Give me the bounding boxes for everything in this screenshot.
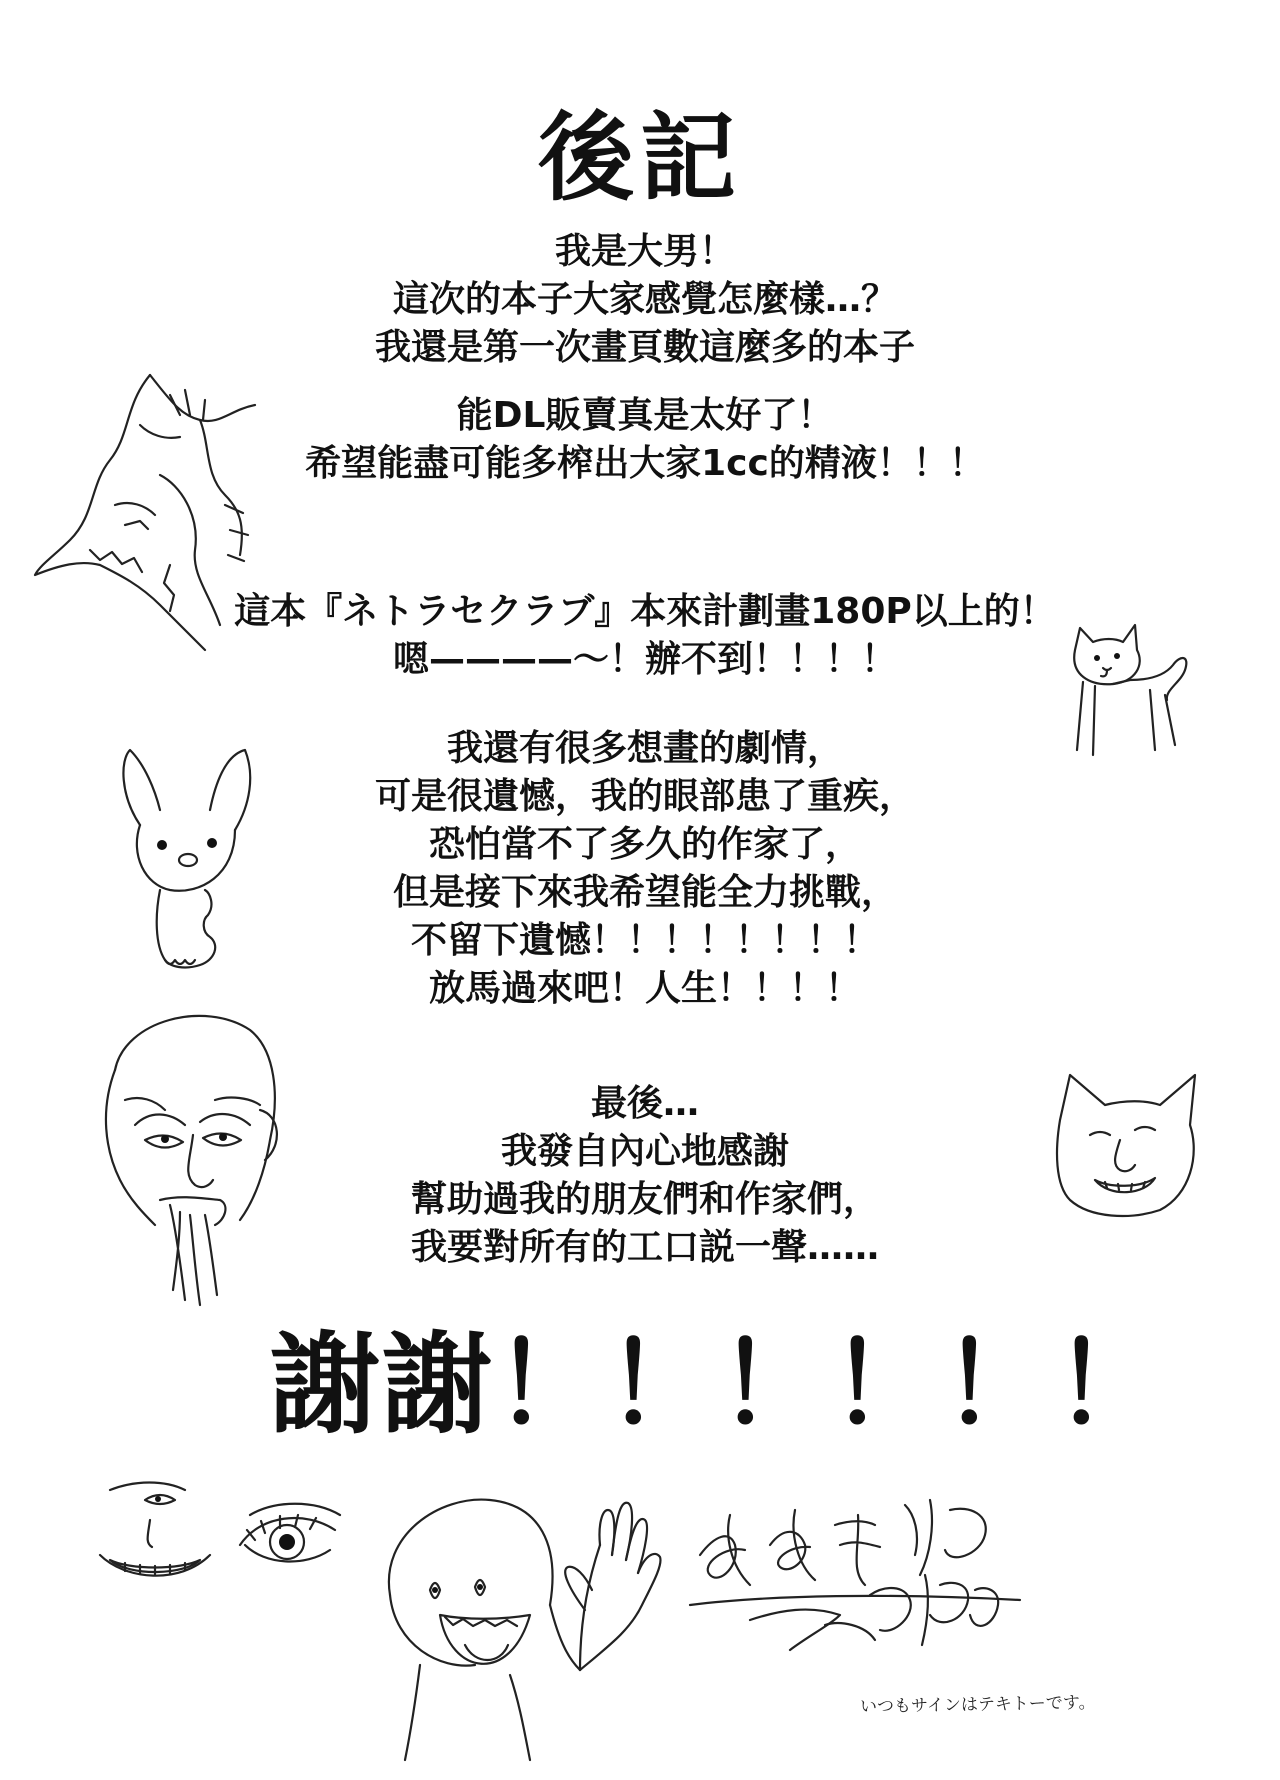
text-line: 這次的本子大家感覺怎麼樣…？ — [392, 279, 897, 320]
signature-note: いつもサインはテキトーです。 — [859, 1692, 1096, 1718]
paragraph-3 — [230, 588, 1060, 684]
paragraph-5 — [230, 1080, 1060, 1272]
text-line: 不留下遺憾！！！！！！！！ — [410, 920, 879, 961]
rabbit-creature-sketch-icon — [110, 745, 270, 975]
dragon-sketch-icon — [30, 365, 270, 665]
text-line: 我發自內心地感謝 — [500, 1131, 789, 1172]
closing-thanks: 謝謝！！！！！！ — [270, 1321, 1166, 1449]
old-man-sketch-icon — [85, 1000, 285, 1310]
grin-sketch-icon — [90, 1475, 220, 1595]
text-line: 嗯————～！辦不到！！！！ — [392, 639, 897, 680]
text-line: 放馬過來吧！人生！！！！ — [428, 968, 861, 1009]
signature-sketch-icon — [690, 1475, 1020, 1675]
cat-face-sketch-icon — [1050, 1070, 1200, 1220]
text-line: 我是大男！ — [554, 231, 735, 272]
text-line: 可是很遺憾，我的眼部患了重疾， — [374, 776, 915, 817]
paragraph-4 — [230, 725, 1060, 1013]
paragraph-1 — [230, 228, 1060, 372]
text-line: 我要對所有的工口説一聲…… — [410, 1227, 879, 1268]
text-line: 幫助過我的朋友們和作家們， — [410, 1179, 879, 1220]
text-line: 最後… — [590, 1083, 699, 1124]
text-line: 能DL販賣真是太好了！ — [456, 395, 834, 436]
eye-sketch-icon — [235, 1495, 345, 1585]
text-line: 希望能盡可能多榨出大家1cc的精液！！！ — [305, 443, 985, 484]
text-line: 恐怕當不了多久的作家了， — [428, 824, 861, 865]
cat-sketch-icon — [1055, 620, 1205, 760]
text-line: 這本『ネトラセクラブ』本來計劃畫180P以上的！ — [234, 591, 1056, 632]
text-line: 但是接下來我希望能全力挑戰， — [392, 872, 897, 913]
text-line: 我還有很多想畫的劇情， — [446, 728, 843, 769]
text-line: 我還是第一次畫頁數這麼多的本子 — [374, 327, 915, 368]
paragraph-2 — [230, 392, 1060, 488]
waving-boy-sketch-icon — [380, 1495, 670, 1765]
page-title: 後記 — [538, 102, 742, 214]
